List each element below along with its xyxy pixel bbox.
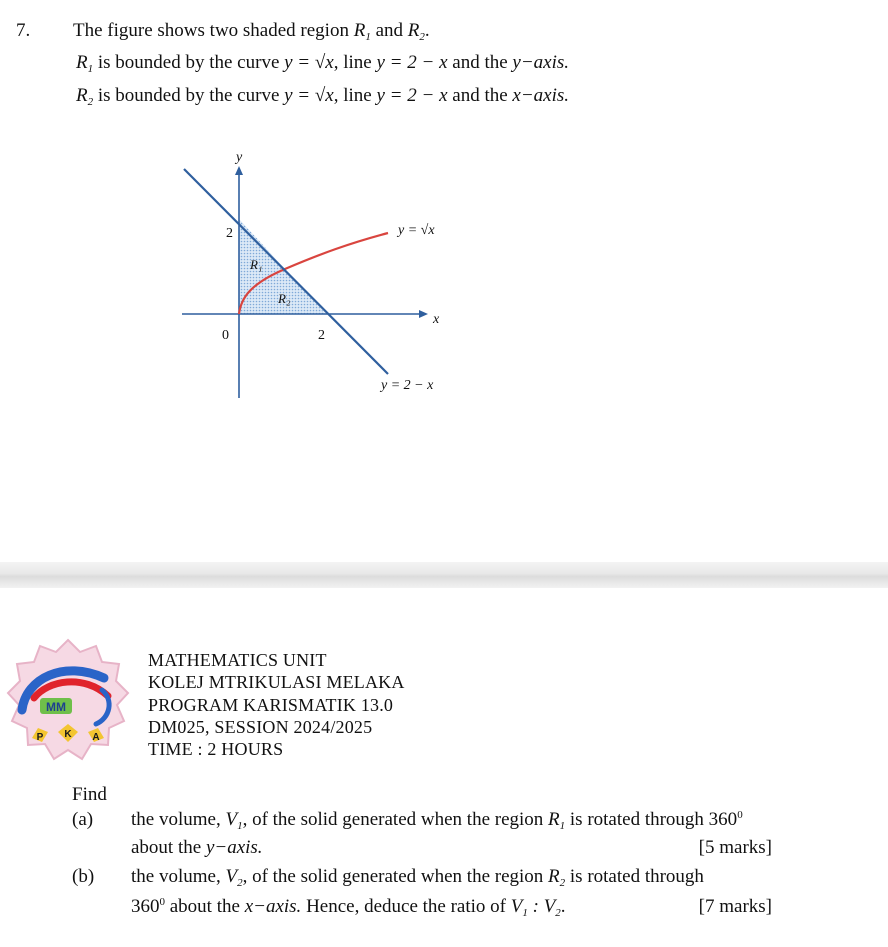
- x-axis-label: x: [433, 312, 440, 327]
- region-figure: [170, 140, 470, 410]
- college-logo: [4, 638, 132, 766]
- part-b-line-1: the volume, $V_2$, of the solid generated when the region $R_2$ is rotated through: [131, 866, 704, 889]
- line-equation: y = 2 − x: [376, 52, 448, 73]
- part-b-marks: [7 marks]: [698, 896, 772, 917]
- y-axis-label: y: [236, 150, 243, 165]
- r1-label: R₁: [250, 257, 263, 272]
- part-b-label: (b): [72, 866, 95, 887]
- and-text: and: [375, 20, 404, 41]
- header-college: KOLEJ MTRIKULASI MELAKA: [148, 672, 405, 692]
- x-axis-arrow-icon: [419, 310, 428, 318]
- question-line-3: $R_2$ is bounded by the curve y = √x, line y = 2 − x and the x−axis.: [76, 85, 570, 108]
- line-label: y = 2 − x: [381, 378, 434, 393]
- question-line-2: $R_1$ is bounded by the curve y = √x, line y = 2 − x and the y−axis.: [76, 52, 570, 75]
- header-unit: MATHEMATICS UNIT: [148, 650, 327, 670]
- page-divider: [0, 562, 888, 588]
- logo-mm-text: MM: [46, 700, 66, 714]
- region-r2: $R_2$: [407, 20, 425, 43]
- curve-label: y = √x: [398, 223, 435, 238]
- logo-letter-p: P: [36, 732, 44, 743]
- origin-label: 0: [222, 328, 229, 343]
- header-program: PROGRAM KARISMATIK 13.0: [148, 695, 394, 715]
- part-a-line-2: about the y−axis.: [131, 837, 263, 858]
- question-line1-text: The figure shows two shaded region: [73, 20, 349, 41]
- part-a-label: (a): [72, 809, 94, 830]
- y-axis-arrow-icon: [235, 166, 243, 175]
- header-time: TIME : 2 HOURS: [148, 739, 284, 759]
- header-session: DM025, SESSION 2024/2025: [148, 717, 373, 737]
- curve-equation: y = √x: [284, 52, 334, 73]
- part-a-line-1: the volume, $V_1$, of the solid generated when the region $R_1$ is rotated through $360^0$: [131, 809, 743, 832]
- question-number: 7.: [16, 20, 31, 41]
- tick-x-2: 2: [318, 328, 325, 343]
- r2-label: R₂: [278, 291, 291, 306]
- logo-letter-k: K: [64, 729, 72, 740]
- find-heading: Find: [72, 784, 107, 805]
- line-two-minus-x: [184, 169, 388, 374]
- part-b-line-2: $360^0$ about the x−axis. Hence, deduce the ratio of $V_1$ : $V_2$.: [131, 896, 566, 919]
- part-a-marks: [5 marks]: [698, 837, 772, 858]
- question-line-1: The figure shows two shaded region $R_1$ and $R_2$.: [73, 20, 430, 43]
- logo-letter-a: A: [92, 732, 100, 743]
- region-r1: $R_1$: [353, 20, 371, 43]
- tick-y-2: 2: [226, 226, 233, 241]
